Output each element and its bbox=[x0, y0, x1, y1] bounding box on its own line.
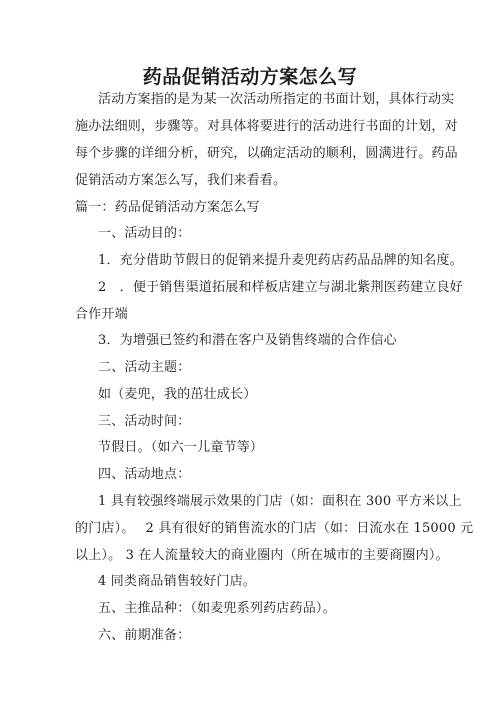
paragraph-line-2: 施办法细则，步骤等。对具体将要进行的活动进行书面的计划，对 bbox=[75, 119, 458, 134]
heading-preparation: 六、前期准备： bbox=[98, 628, 191, 643]
time-text: 节假日。（如六一儿童节等） bbox=[98, 440, 264, 455]
paragraph-line-4: 促销活动方案怎么写，我们来看看。 bbox=[75, 173, 287, 188]
purpose-item-2: 2 ．便于销售渠道拓展和样板店建立与湖北紫荆医药建立良好 bbox=[98, 280, 463, 295]
purpose-item-1: 1．充分借助节假日的促销来提升麦兜药店药品品牌的知名度。 bbox=[98, 253, 463, 268]
document-title: 药品促销活动方案怎么写 bbox=[142, 66, 358, 88]
section-heading: 篇一：药品促销活动方案怎么写 bbox=[75, 200, 260, 215]
purpose-item-3: 3．为增强已签约和潜在客户及销售终端的合作信心 bbox=[98, 333, 397, 348]
heading-purpose: 一、活动目的： bbox=[98, 226, 191, 241]
theme-text: 如（麦兜，我的茁壮成长） bbox=[98, 387, 257, 402]
heading-time: 三、活动时间： bbox=[98, 414, 191, 429]
heading-theme: 二、活动主题： bbox=[98, 360, 191, 375]
location-line-4: 4 同类商品销售较好门店。 bbox=[98, 574, 257, 589]
location-line-2: 的门店）。 2 具有很好的销售流水的门店（如：日流水在 15000 元 bbox=[75, 521, 474, 536]
heading-location: 四、活动地点： bbox=[98, 467, 191, 482]
paragraph-line-1: 活动方案指的是为某一次活动所指定的书面计划，具体行动实 bbox=[98, 92, 455, 107]
paragraph-line-3: 每个步骤的详细分析，研究，以确定活动的顺利，圆满进行。药品 bbox=[75, 146, 458, 161]
purpose-item-2-cont: 合作开端 bbox=[75, 307, 128, 322]
heading-products: 五、主推品种：（如麦兜系列药店药品）。 bbox=[98, 601, 336, 616]
location-line-1: 1 具有较强终端展示效果的门店（如：面积在 300 平方米以上 bbox=[98, 494, 462, 509]
location-line-3: 以上）。 3 在人流量较大的商业圈内（所在城市的主要商圈内）。 bbox=[75, 548, 449, 563]
